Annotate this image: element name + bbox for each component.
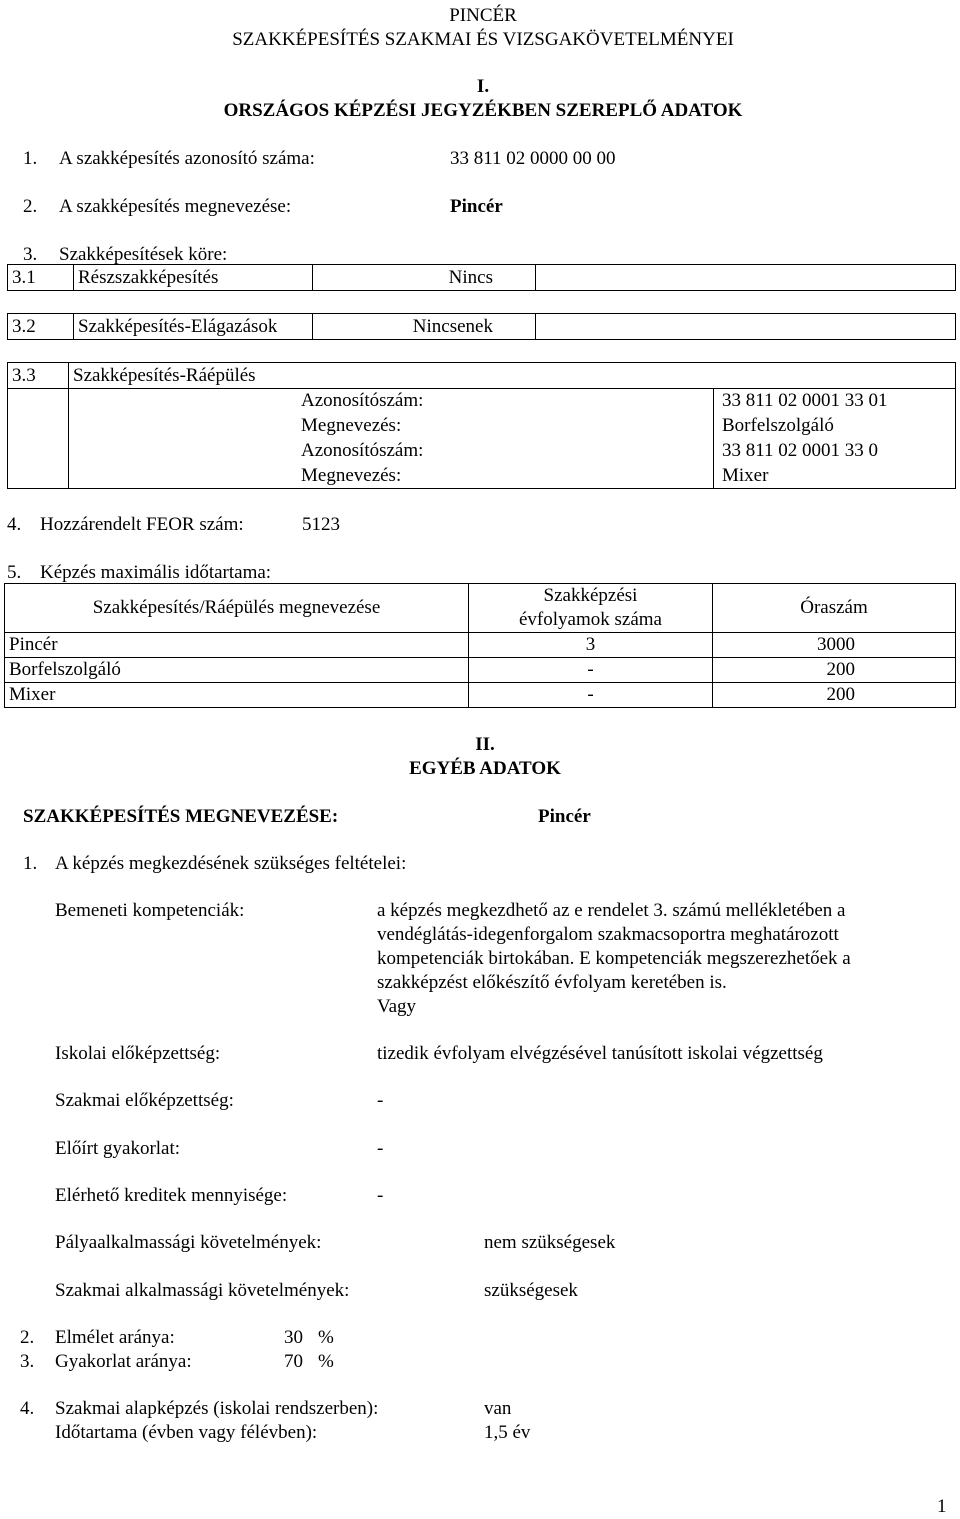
item-3-1-label: Részszakképesítés <box>74 265 313 291</box>
superstructure-table <box>7 362 956 489</box>
entry-competencies-line: kompetenciák birtokában. E kompetenciák megszerezhetőek a <box>377 948 851 969</box>
section-1-title: ORSZÁGOS KÉPZÉSI JEGYZÉKBEN SZEREPLŐ ADATOK <box>223 100 743 121</box>
superstructure-row-label: Megnevezés: <box>69 414 706 439</box>
item-3-2-number: 3.2 <box>8 314 74 340</box>
school-education-value: tizedik évfolyam elvégzésével tanúsított iskolai végzettség <box>377 1043 823 1064</box>
item-5-number: 5. <box>7 562 22 583</box>
school-education-label: Iskolai előképzettség: <box>55 1043 221 1064</box>
practice-ratio-label: Gyakorlat aránya: <box>55 1351 192 1372</box>
ii-item-1-number: 1. <box>23 853 38 874</box>
ii-item-3-number: 3. <box>20 1351 35 1372</box>
item-3-1-empty <box>536 265 956 291</box>
row-years: - <box>469 683 713 708</box>
table-row <box>5 658 956 683</box>
item-3-1-value: Nincs <box>313 265 536 291</box>
row-name: Mixer <box>5 683 469 708</box>
page-number: 1 <box>937 1496 947 1517</box>
theory-ratio-label: Elmélet aránya: <box>55 1327 175 1348</box>
aptitude-requirements-label: Szakmai alkalmassági követelmények: <box>55 1280 350 1301</box>
item-2-number: 2. <box>23 196 38 217</box>
entry-competencies-line: a képzés megkezdhető az e rendelet 3. számú mellékletében a <box>377 900 846 921</box>
qualification-name-value: Pincér <box>538 806 591 827</box>
row-years: - <box>469 658 713 683</box>
item-1-number: 1. <box>23 148 38 169</box>
career-requirements-value: nem szükségesek <box>484 1232 616 1253</box>
entry-competencies-line: vendéglátás-idegenforgalom szakmacsoportra meghatározott <box>377 924 839 945</box>
theory-ratio-unit: % <box>318 1327 334 1348</box>
basic-training-value: van <box>484 1398 512 1419</box>
table-row <box>5 633 956 658</box>
part-qualification-table <box>7 264 956 291</box>
professional-education-label: Szakmai előképzettség: <box>55 1090 234 1111</box>
item-3-1-number: 3.1 <box>8 265 74 291</box>
item-2-label: A szakképesítés megnevezése: <box>59 196 292 217</box>
item-3-3-number: 3.3 <box>8 363 69 389</box>
superstructure-row-label: Azonosítószám: <box>69 439 706 464</box>
ii-item-2-number: 2. <box>20 1327 35 1348</box>
credits-label: Elérhető kreditek mennyisége: <box>55 1185 288 1206</box>
page-title: PINCÉR <box>449 5 517 26</box>
col-header-name: Szakképesítés/Ráépülés megnevezése <box>5 584 469 633</box>
item-4-number: 4. <box>7 514 22 535</box>
col-header-years: Szakképzési évfolyamok száma <box>469 584 713 633</box>
item-3-3-label: Szakképesítés-Ráépülés <box>69 363 714 389</box>
item-1-label: A szakképesítés azonosító száma: <box>59 148 315 169</box>
ii-item-4-number: 4. <box>20 1398 35 1419</box>
row-hours: 200 <box>713 658 956 683</box>
item-4-value: 5123 <box>302 514 340 535</box>
career-requirements-label: Pályaalkalmassági követelmények: <box>55 1232 322 1253</box>
branch-table <box>7 313 956 340</box>
entry-competencies-label: Bemeneti kompetenciák: <box>55 900 245 921</box>
superstructure-row-label: Megnevezés: <box>69 464 706 489</box>
item-3-label: Szakképesítések köre: <box>59 244 228 265</box>
row-years: 3 <box>469 633 713 658</box>
entry-competencies-line: Vagy <box>377 996 417 1017</box>
item-1-value: 33 811 02 0000 00 00 <box>450 148 616 169</box>
practice-ratio-value: 70 <box>284 1351 303 1372</box>
theory-ratio-value: 30 <box>284 1327 303 1348</box>
item-5-label: Képzés maximális időtartama: <box>40 562 272 583</box>
item-4-label: Hozzárendelt FEOR szám: <box>40 514 244 535</box>
required-practice-label: Előírt gyakorlat: <box>55 1138 181 1159</box>
item-3-number: 3. <box>23 244 38 265</box>
row-name: Borfelszolgáló <box>5 658 469 683</box>
aptitude-requirements-value: szükségesek <box>484 1280 578 1301</box>
ii-item-1-label: A képzés megkezdésének szükséges feltételei: <box>55 853 407 874</box>
duration-label: Időtartama (évben vagy félévben): <box>55 1422 318 1443</box>
page-subtitle: SZAKKÉPESÍTÉS SZAKMAI ÉS VIZSGAKÖVETELMÉNYEI <box>232 29 734 50</box>
superstructure-row-value: Borfelszolgáló <box>714 414 956 439</box>
entry-competencies-line: szakképzést előkészítő évfolyam keretében is. <box>377 972 727 993</box>
row-hours: 3000 <box>713 633 956 658</box>
superstructure-row-value: Mixer <box>714 464 956 489</box>
item-3-2-value: Nincsenek <box>313 314 536 340</box>
row-name: Pincér <box>5 633 469 658</box>
row-hours: 200 <box>713 683 956 708</box>
superstructure-row-label: Azonosítószám: <box>69 389 706 414</box>
item-3-2-empty <box>536 314 956 340</box>
basic-training-label: Szakmai alapképzés (iskolai rendszerben): <box>55 1398 379 1419</box>
section-2-title: EGYÉB ADATOK <box>409 758 561 779</box>
credits-value: - <box>377 1185 384 1206</box>
professional-education-value: - <box>377 1090 384 1111</box>
item-3-2-label: Szakképesítés-Elágazások <box>74 314 313 340</box>
item-2-value: Pincér <box>450 196 503 217</box>
section-1-number: I. <box>476 76 490 97</box>
superstructure-row-value: 33 811 02 0001 33 01 <box>714 389 956 414</box>
table-row <box>5 683 956 708</box>
required-practice-value: - <box>377 1138 384 1159</box>
qualification-name-label: SZAKKÉPESÍTÉS MEGNEVEZÉSE: <box>23 806 339 827</box>
practice-ratio-unit: % <box>318 1351 334 1372</box>
col-header-hours: Óraszám <box>713 584 956 633</box>
section-2-number: II. <box>475 734 495 755</box>
duration-value: 1,5 év <box>484 1422 531 1443</box>
training-duration-table <box>4 583 956 708</box>
superstructure-row-value: 33 811 02 0001 33 0 <box>714 439 956 464</box>
